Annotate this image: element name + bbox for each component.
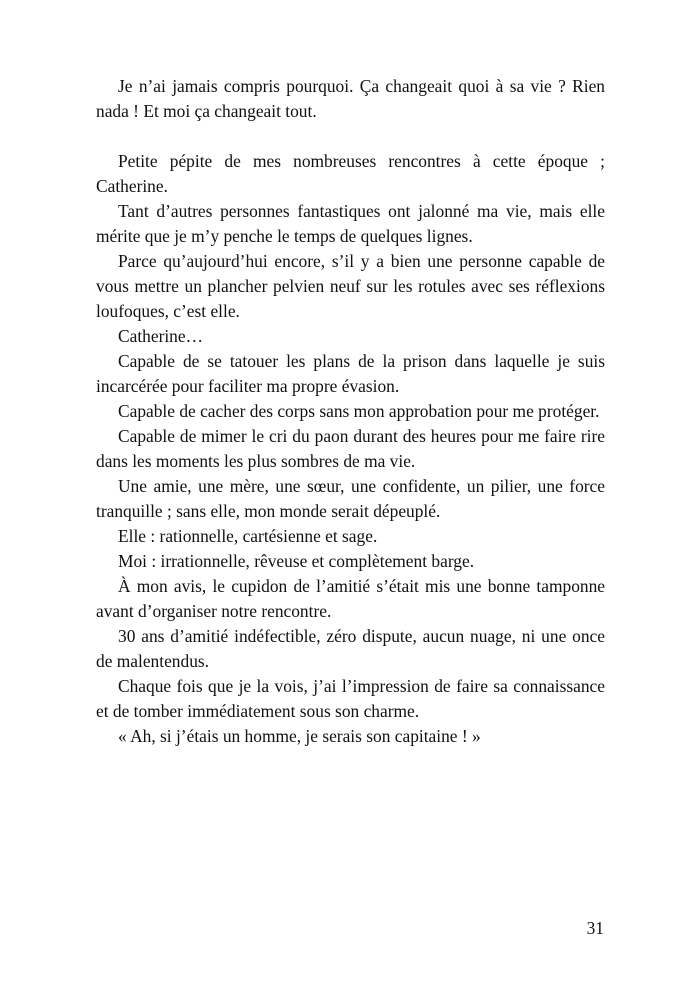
section-spacer	[96, 124, 605, 149]
paragraph: Moi : irrationnelle, rêveuse et complètement barge.	[118, 551, 475, 571]
paragraph: Capable de mimer le cri du paon durant des heures pour me faire rire dans les moments les plus sombres de ma vie.	[96, 426, 605, 471]
paragraph: Chaque fois que je la vois, j’ai l’impression de faire sa connaissance et de tomber immédiatement sous son charme.	[96, 676, 605, 721]
paragraph: 30 ans d’amitié indéfectible, zéro dispute, aucun nuage, ni une once de malentendus.	[96, 626, 605, 671]
paragraph: Capable de se tatouer les plans de la prison dans laquelle je suis incarcérée pour faciliter ma propre évasion.	[96, 351, 605, 396]
paragraph: Une amie, une mère, une sœur, une confidente, un pilier, une force tranquille ; sans elle, mon monde serait dépeuplé.	[96, 476, 605, 521]
page-body	[96, 74, 605, 749]
paragraph: Elle : rationnelle, cartésienne et sage.	[118, 526, 378, 546]
paragraph: Parce qu’aujourd’hui encore, s’il y a bien une personne capable de vous mettre un plancher pelvien neuf sur les rotules avec ses réflexions loufoques, c’est elle.	[96, 251, 605, 321]
paragraph: Petite pépite de mes nombreuses rencontres à cette époque ; Catherine.	[96, 151, 605, 196]
page-number: 31	[586, 918, 604, 938]
paragraph-quote: « Ah, si j’étais un homme, je serais son capitaine ! »	[118, 726, 481, 746]
paragraph: Tant d’autres personnes fantastiques ont jalonné ma vie, mais elle mérite que je m’y penche le temps de quelques lignes.	[96, 201, 605, 246]
paragraph: Catherine…	[118, 326, 203, 346]
paragraph: À mon avis, le cupidon de l’amitié s’était mis une bonne tamponne avant d’organiser notre rencontre.	[96, 576, 605, 621]
paragraph-intro: Je n’ai jamais compris pourquoi. Ça changeait quoi à sa vie ? Rien nada ! Et moi ça changeait tout.	[96, 76, 605, 121]
paragraph: Capable de cacher des corps sans mon approbation pour me protéger.	[118, 401, 600, 421]
